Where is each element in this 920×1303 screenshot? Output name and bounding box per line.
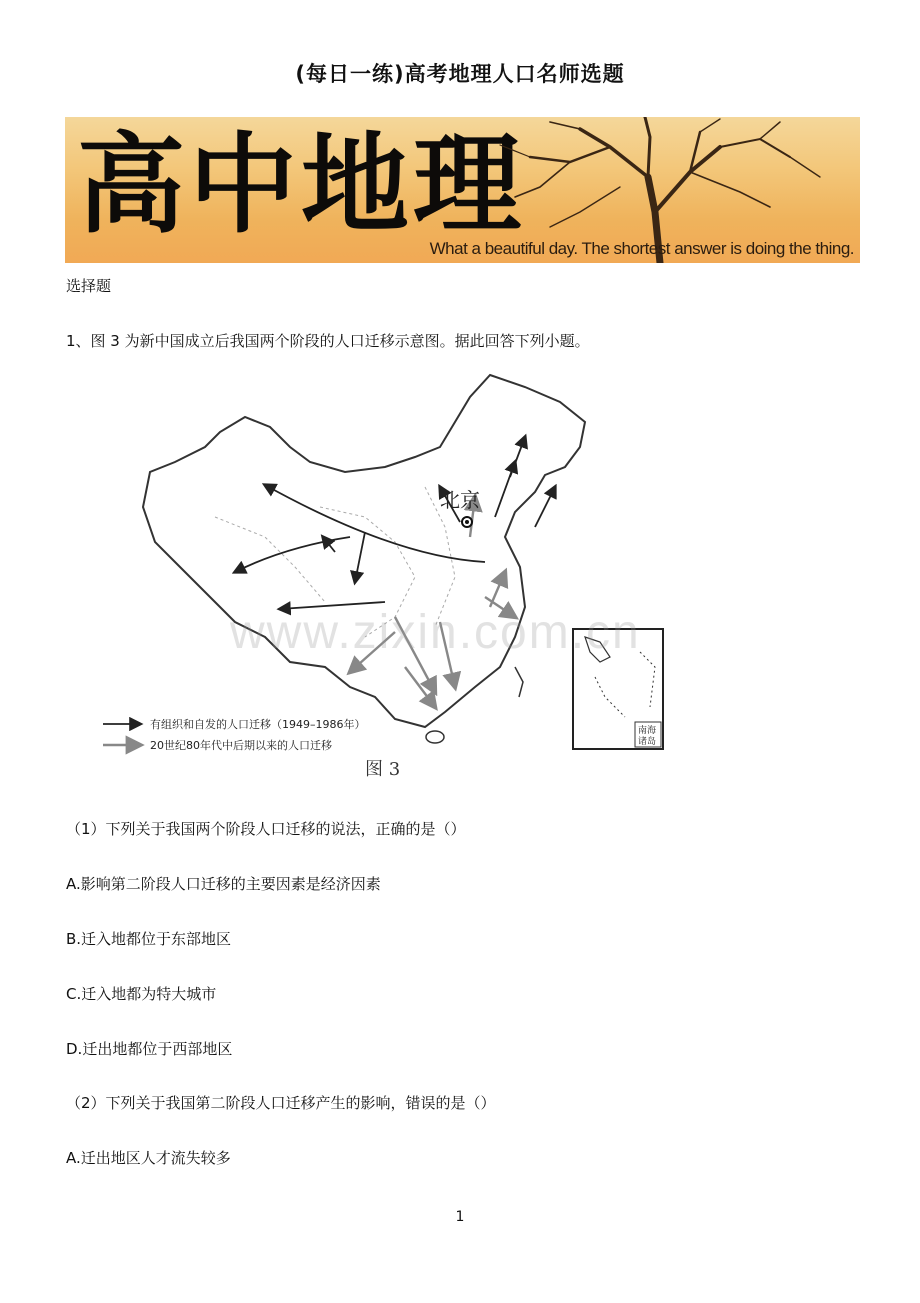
migration-map-figure — [95, 367, 695, 787]
beijing-label: 北京 — [440, 488, 480, 512]
watermark: www.zixin.com.cn — [230, 606, 641, 659]
legend-stage-1: 有组织和自发的人口迁移（1949–1986年） — [150, 718, 366, 731]
option-1a: A.影响第二阶段人口迁移的主要因素是经济因素 — [66, 875, 381, 893]
inset-label-1: 南海 — [638, 726, 657, 736]
page-number: 1 — [455, 1209, 465, 1225]
question-stem: 1、图 3 为新中国成立后我国两个阶段的人口迁移示意图。据此回答下列小题。 — [66, 332, 590, 350]
option-2a: A.迁出地区人才流失较多 — [66, 1149, 231, 1167]
option-1b: B.迁入地都位于东部地区 — [66, 930, 232, 948]
document-title: (每日一练)高考地理人口名师选题 — [295, 62, 625, 86]
banner-image — [65, 117, 860, 263]
section-label: 选择题 — [66, 277, 112, 295]
option-1c: C.迁入地都为特大城市 — [66, 985, 217, 1003]
sub-question-1-stem: （1）下列关于我国两个阶段人口迁移的说法，正确的是（） — [66, 820, 466, 838]
sub-question-2-stem: （2）下列关于我国第二阶段人口迁移产生的影响，错误的是（） — [66, 1094, 496, 1112]
option-1d: D.迁出地都位于西部地区 — [66, 1040, 233, 1058]
banner-slogan: What a beautiful day. The shortest answer is doing the thing. — [429, 239, 854, 258]
inset-label-2: 诸岛 — [638, 737, 657, 747]
legend-stage-2: 20世纪80年代中后期以来的人口迁移 — [150, 739, 332, 752]
banner-title: 高中地理 — [77, 122, 526, 248]
figure-caption: 图 3 — [365, 759, 401, 780]
